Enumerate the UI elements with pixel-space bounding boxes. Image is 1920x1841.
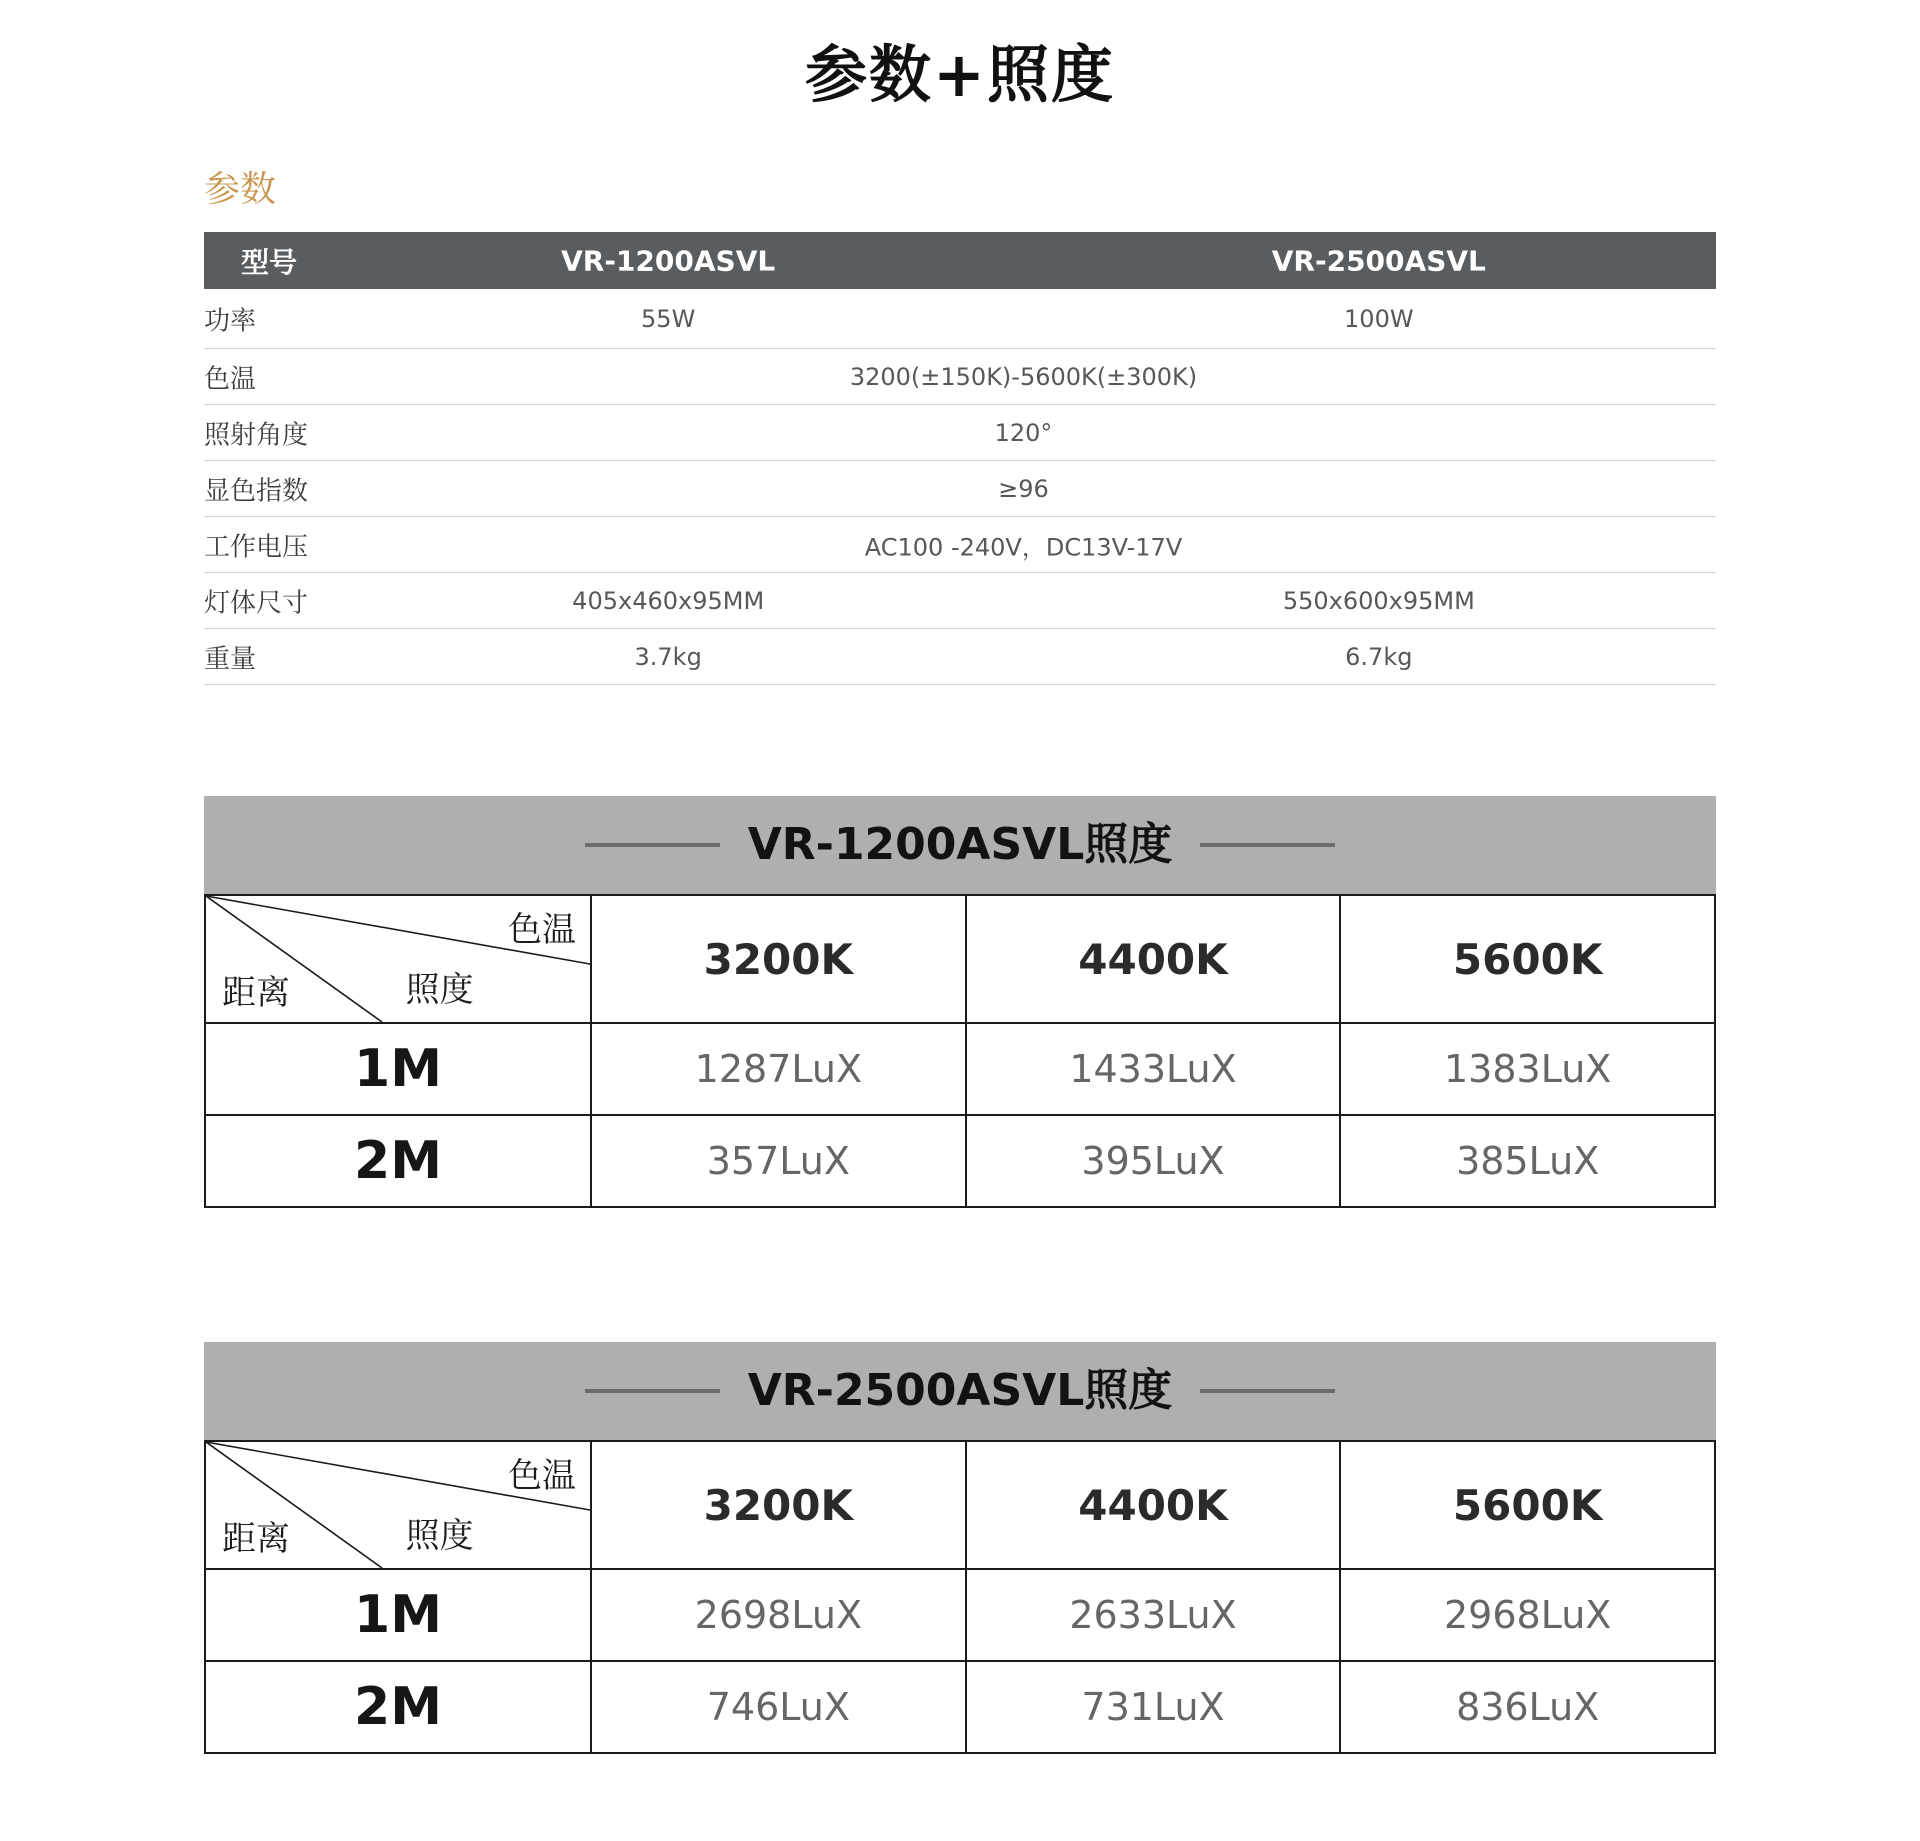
lux-table-title: VR-1200ASVL照度 <box>747 819 1173 871</box>
lux-value-cell: 395LuX <box>965 1114 1340 1206</box>
lux-value-cell: 1433LuX <box>965 1022 1340 1114</box>
title-dash-left <box>585 843 720 847</box>
spec-header-model-2: VR-2500ASVL <box>1271 244 1486 278</box>
lux-table-vr1200 <box>204 796 1716 1208</box>
spec-row-value-2: 550x600x95MM <box>1282 586 1475 615</box>
content-column <box>204 169 1716 1754</box>
lux-row-label: 2M <box>206 1114 590 1206</box>
spec-row-value-2: 6.7kg <box>1345 642 1413 671</box>
title-dash-right <box>1200 843 1335 847</box>
spec-row-label: 工作电压 <box>204 532 309 563</box>
lux-grid <box>204 1440 1716 1754</box>
spec-row-label: 重量 <box>204 644 257 675</box>
corner-label-illuminance: 照度 <box>405 970 474 1010</box>
lux-column-header: 3200K <box>590 1442 965 1568</box>
spec-row-merged-value: ≥96 <box>998 474 1049 503</box>
lux-value-cell: 746LuX <box>590 1660 965 1752</box>
corner-label-distance: 距离 <box>222 973 290 1014</box>
spec-row-label: 照射角度 <box>204 420 309 451</box>
lux-row-label: 1M <box>206 1568 590 1660</box>
spec-row-weight <box>204 629 1716 685</box>
spec-row-value-1: 55W <box>641 304 696 333</box>
title-dash-right <box>1200 1389 1335 1393</box>
lux-value-cell: 385LuX <box>1339 1114 1714 1206</box>
lux-column-header: 5600K <box>1339 896 1714 1022</box>
spec-table <box>204 232 1716 685</box>
spec-header-model-1: VR-1200ASVL <box>561 244 776 278</box>
spec-row-size <box>204 573 1716 629</box>
lux-value-cell: 2633LuX <box>965 1568 1340 1660</box>
lux-value-cell: 731LuX <box>965 1660 1340 1752</box>
lux-value-cell: 1287LuX <box>590 1022 965 1114</box>
spec-row-label: 灯体尺寸 <box>204 588 309 619</box>
spec-row-color-temp <box>204 349 1716 405</box>
lux-column-header: 4400K <box>965 1442 1340 1568</box>
spec-row-merged-value: 120° <box>994 418 1053 447</box>
corner-header-cell <box>206 896 590 1022</box>
lux-column-header: 4400K <box>965 896 1340 1022</box>
corner-label-distance: 距离 <box>222 1519 290 1560</box>
spec-row-label: 色温 <box>204 364 257 395</box>
lux-table-title-band <box>204 1342 1716 1440</box>
lux-value-cell: 836LuX <box>1339 1660 1714 1752</box>
spec-header-model-label: 型号 <box>241 245 298 279</box>
corner-header-cell <box>206 1442 590 1568</box>
spec-table-header-row <box>204 232 1716 289</box>
spec-row-voltage <box>204 517 1716 573</box>
section-label-params: 参数 <box>204 169 277 211</box>
lux-row-label: 1M <box>206 1022 590 1114</box>
lux-value-cell: 2968LuX <box>1339 1568 1714 1660</box>
corner-label-color-temp: 色温 <box>508 1456 576 1497</box>
spec-row-cri <box>204 461 1716 517</box>
corner-label-color-temp: 色温 <box>508 910 576 951</box>
corner-label-illuminance: 照度 <box>405 1516 474 1556</box>
spec-row-value-1: 405x460x95MM <box>572 586 765 615</box>
lux-column-header: 5600K <box>1339 1442 1714 1568</box>
page-title: 参数+照度 <box>805 38 1115 111</box>
lux-table-title: VR-2500ASVL照度 <box>747 1365 1173 1417</box>
lux-value-cell: 1383LuX <box>1339 1022 1714 1114</box>
spec-row-beam-angle <box>204 405 1716 461</box>
spec-row-merged-value: 3200(±150K)-5600K(±300K) <box>849 362 1198 391</box>
spec-row-value-1: 3.7kg <box>634 642 702 671</box>
lux-grid <box>204 894 1716 1208</box>
spec-row-label: 功率 <box>204 306 257 337</box>
lux-value-cell: 357LuX <box>590 1114 965 1206</box>
spec-row-label: 显色指数 <box>204 476 309 507</box>
lux-row-label: 2M <box>206 1660 590 1752</box>
lux-table-title-band <box>204 796 1716 894</box>
lux-column-header: 3200K <box>590 896 965 1022</box>
lux-value-cell: 2698LuX <box>590 1568 965 1660</box>
spec-row-value-2: 100W <box>1344 304 1414 333</box>
lux-table-vr2500 <box>204 1342 1716 1754</box>
spec-row-power <box>204 289 1716 349</box>
title-dash-left <box>585 1389 720 1393</box>
spec-row-merged-value: AC100 -240V，DC13V-17V <box>864 533 1183 562</box>
